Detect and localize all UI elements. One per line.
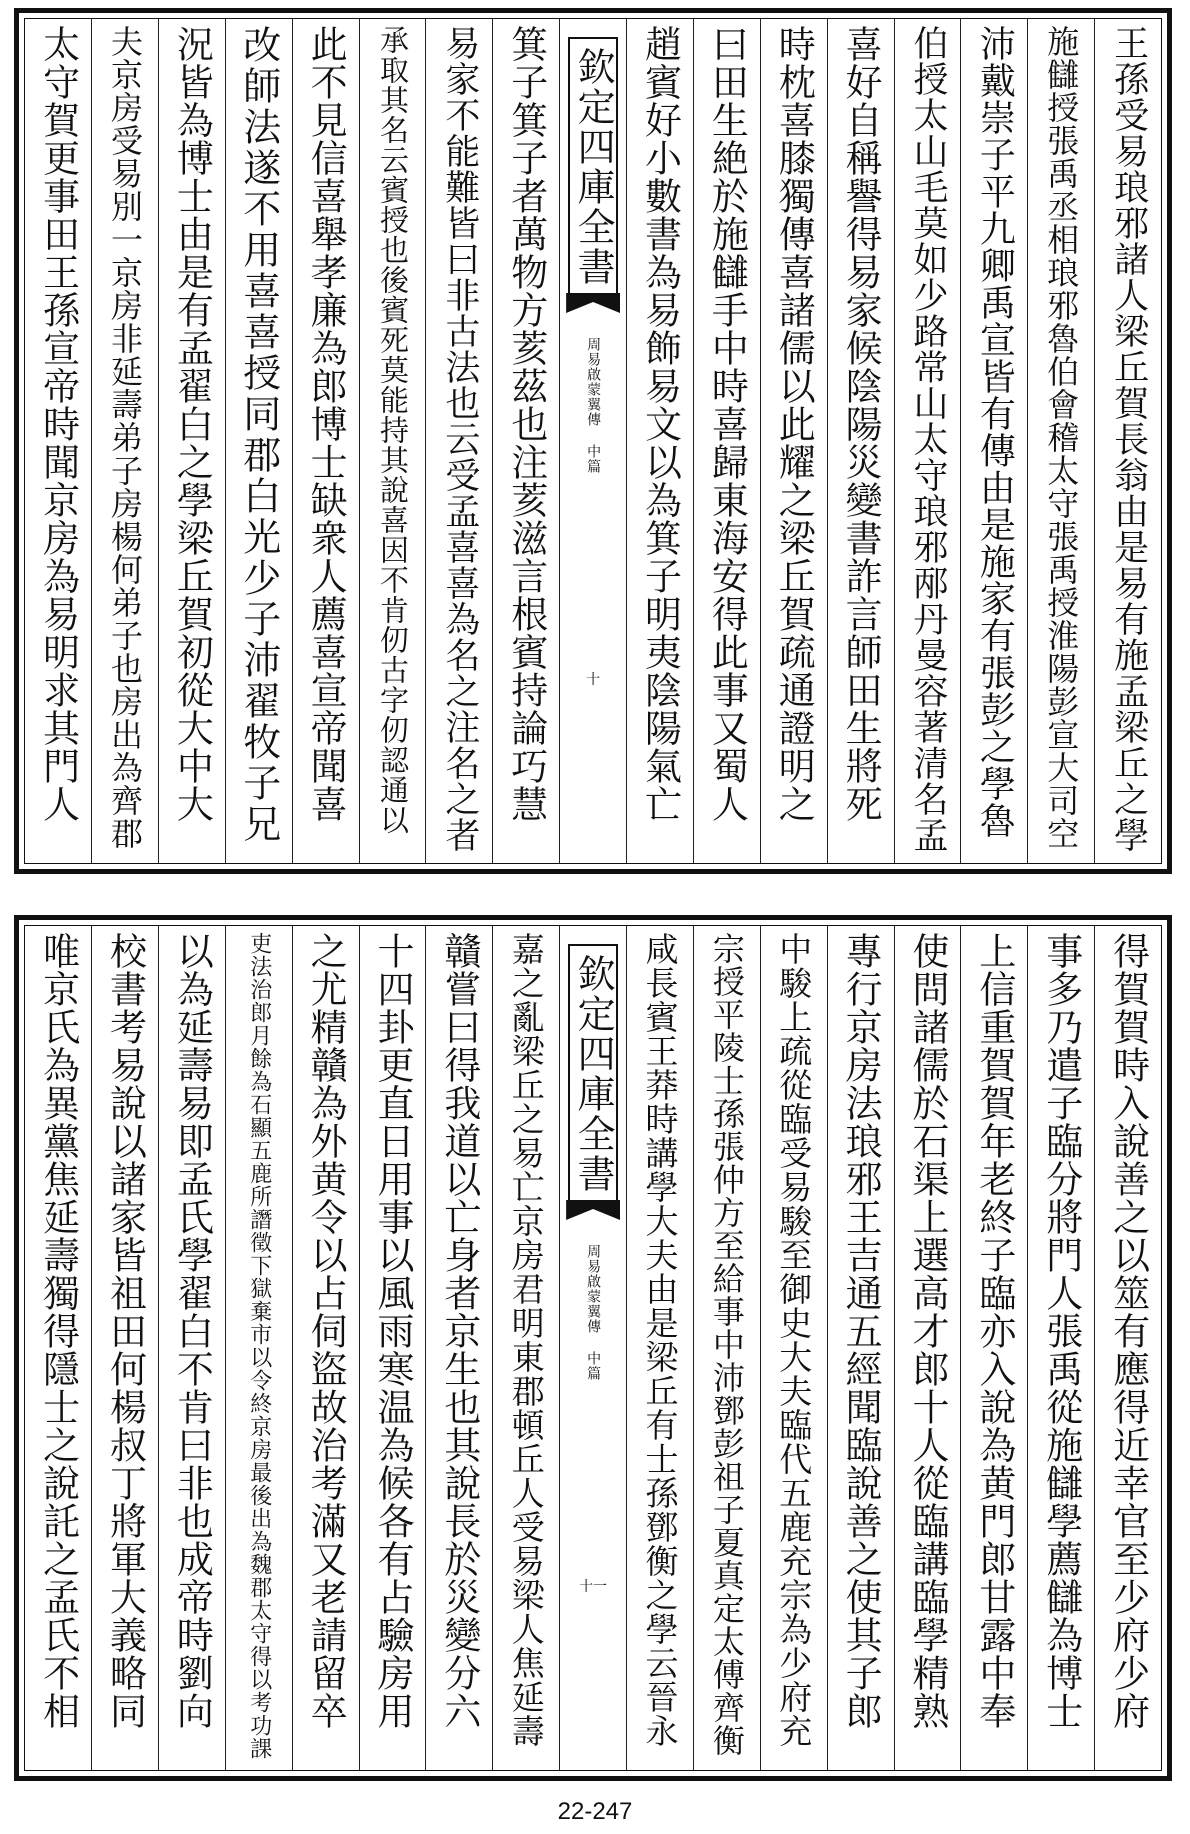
text-column: 事多乃遣子臨分將門人張禹從施讎學薦讎為博士 [1027, 926, 1094, 1770]
spine-folio: 十 [586, 672, 601, 688]
text-column: 之尤精贛為外黄令以占伺盜故治考滿又老請留卒 [292, 926, 359, 1770]
spine-book-name: 周易啟蒙翼傳 中篇 [585, 1244, 602, 1381]
spine-title: 欽定四庫全書 [568, 944, 618, 1204]
text-column: 得賀賀時入說善之以筮有應得近幸官至少府少府 [1094, 926, 1161, 1770]
text-column: 吏法治郎月餘為石顯五鹿所譖徵下獄棄市以令終京房最後出為魏郡太守得以考功課 [225, 926, 292, 1770]
text-column: 施讎授張禹丞相琅邪魯伯會稽太守張禹授淮陽彭宣大司空 [1027, 19, 1094, 863]
text-column: 易家不能難皆曰非古法也云受孟喜喜為名之注名之者 [425, 19, 492, 863]
text-column: 曰田生絶於施讎手中時喜歸東海安得此事又蜀人 [693, 19, 760, 863]
text-column: 夫京房受易別一京房非延壽弟子房楊何弟子也房出為齊郡 [91, 19, 158, 863]
text-column: 專行京房法琅邪王吉通五經聞臨說善之使其子郎 [827, 926, 894, 1770]
text-column: 喜好自稱譽得易家候陰陽災變書詐言師田生將死 [827, 19, 894, 863]
text-column: 上信重賀賀年老終子臨亦入說為黄門郎甘露中奉 [960, 926, 1027, 1770]
top-page-columns [25, 19, 1161, 863]
page-spine [559, 926, 626, 1770]
bottom-page [14, 915, 1172, 1781]
text-column: 時枕喜膝獨傳喜諸儒以此耀之梁丘賀疏通證明之 [760, 19, 827, 863]
text-column: 改師法遂不用喜喜授同郡白光少子沛翟牧子兄 [225, 19, 292, 863]
text-column: 十四卦更直日用事以風雨寒温為候各有占驗房用 [359, 926, 426, 1770]
text-column: 贛嘗曰得我道以亡身者京生也其說長於災變分六 [425, 926, 492, 1770]
text-column: 嘉之亂梁丘之易亡京房君明東郡頓丘人受易梁人焦延壽 [492, 926, 559, 1770]
text-column: 況皆為博士由是有孟翟白之學梁丘賀初從大中大 [158, 19, 225, 863]
text-column: 唯京氏為異黨焦延壽獨得隱士之說託之孟氏不相 [36, 932, 80, 1730]
spine-book-name: 周易啟蒙翼傳 中篇 [585, 337, 602, 474]
spine-folio: 十一 [579, 1579, 608, 1595]
spine-title: 欽定四庫全書 [568, 37, 618, 297]
text-column: 使問諸儒於石渠上選高才郎十人從臨講臨學精熟 [894, 926, 961, 1770]
text-column: 趙賓好小數書為易飾易文以為箕子明夷陰陽氣亡 [626, 19, 693, 863]
top-page [14, 8, 1172, 874]
text-column: 中駿上疏從臨受易駿至御史大夫臨代五鹿充宗為少府充 [760, 926, 827, 1770]
text-column: 承取其名云賓授也後賓死莫能持其說喜因不肯仞古字仞認通以 [359, 19, 426, 863]
text-column: 咸長賓王莽時講學大夫由是梁丘有士孫鄧衡之學云晉永 [626, 926, 693, 1770]
fish-tail-mark-icon [566, 293, 620, 313]
fish-tail-mark-icon [566, 1200, 620, 1220]
text-column: 宗授平陵士孫張仲方至給事中沛鄧彭祖子夏真定太傅齊衡 [693, 926, 760, 1770]
text-column: 校書考易說以諸家皆祖田何楊叔丁將軍大義略同 [91, 926, 158, 1770]
text-column: 此不見信喜舉孝廉為郎博士缺衆人薦喜宣帝聞喜 [292, 19, 359, 863]
text-column: 伯授太山毛莫如少路常山太守琅邪邴丹曼容著清名孟 [894, 19, 961, 863]
text-column: 太守賀更事田王孫宣帝時聞京房為易明求其門人 [36, 25, 80, 823]
page-number: 22-247 [557, 1798, 633, 1825]
text-column: 以為延壽易即孟氏學翟白不肯曰非也成帝時劉向 [158, 926, 225, 1770]
bottom-page-columns [25, 926, 1161, 1770]
page-spine [559, 19, 626, 863]
bottom-page-frame [24, 925, 1162, 1771]
text-column: 沛戴崇子平九卿禹宣皆有傳由是施家有張彭之學魯 [960, 19, 1027, 863]
text-column: 箕子箕子者萬物方荄茲也注荄滋言根賓持論巧慧 [492, 19, 559, 863]
top-page-frame [24, 18, 1162, 864]
text-column: 王孫受易琅邪諸人梁丘賀長翁由是易有施孟梁丘之學 [1094, 19, 1161, 863]
